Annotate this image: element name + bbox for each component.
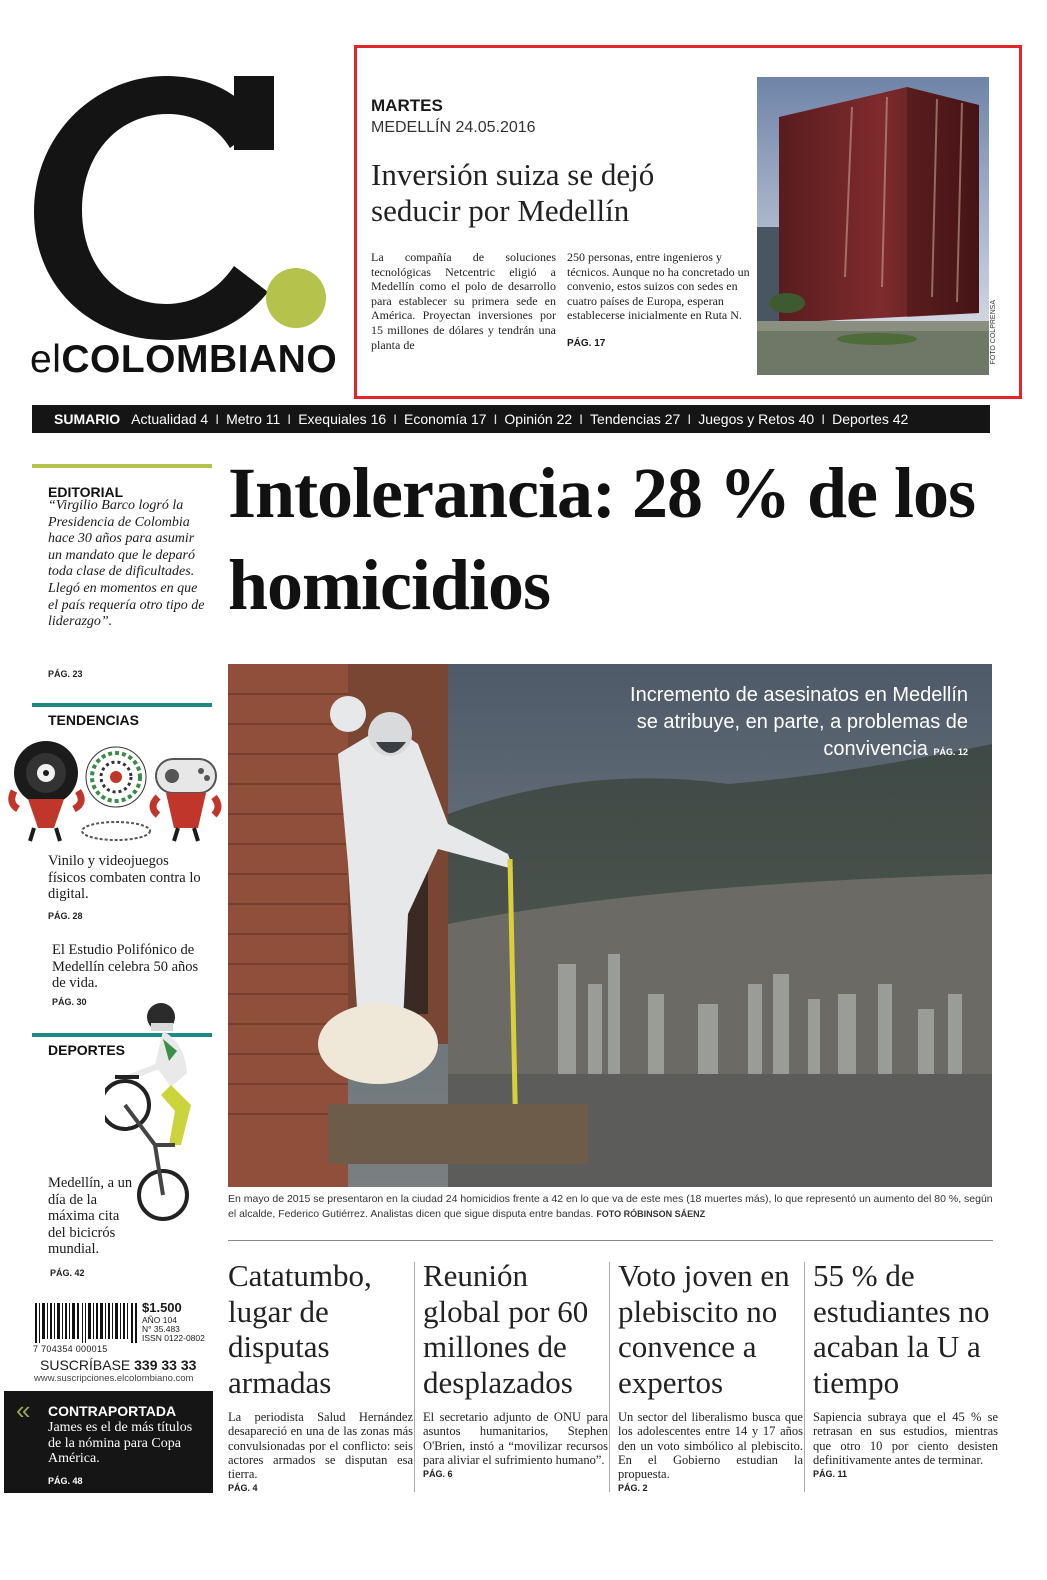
editorial-heading: EDITORIAL (48, 484, 124, 500)
column-divider (609, 1262, 610, 1492)
tendencias-teaser-1[interactable]: Vinilo y videojuegos físicos combaten contra lo digital. (48, 853, 201, 902)
contraportada-teaser[interactable]: James es el de más títulos de la nómina para Copa América. (48, 1420, 193, 1466)
featured-story-page-ref[interactable]: PÁG. 17 (567, 338, 606, 349)
featured-story-body-col1: La compañía de soluciones tecnológicas Netcentric eligió a Medellín como el polo de desarrollo para establecer su primera sede en América. Proyectan inversiones por 15 millones de dólares y tendrán una planta de (371, 250, 556, 352)
story-title[interactable]: Catatumbo, lugar de disputas armadas (228, 1258, 372, 1400)
section-divider (228, 1240, 993, 1241)
story-card[interactable] (618, 1258, 803, 1493)
tendencias-page-ref-2[interactable]: PÁG. 30 (52, 997, 87, 1007)
story-title[interactable]: Voto joven en plebiscito no convence a expertos (618, 1258, 790, 1400)
column-divider (414, 1262, 415, 1492)
story-body: Sapiencia subraya que el 45 % se retrasan en sus estudios, mientras que otro 10 por ciento desisten definitivamente antes de terminar. (813, 1410, 998, 1467)
sumario-item[interactable]: Opinión 22 (504, 411, 573, 427)
deportes-heading: DEPORTES (48, 1042, 126, 1058)
sumario-item[interactable]: Exequiales 16 (298, 411, 387, 427)
building-photo[interactable] (757, 77, 989, 375)
photo-overlay-text[interactable]: Incremento de asesinatos en Medellín se atribuye, en parte, a problemas de convivencia PÁG. 12 (630, 684, 968, 760)
barcode-icon (35, 1303, 137, 1343)
deportes-teaser[interactable]: Medellín, a un día de la máxima cita del bicicrós mundial. (48, 1175, 133, 1257)
story-page-ref[interactable]: PÁG. 2 (618, 1483, 648, 1494)
issue-info: AÑO 104 N° 35.483 ISSN 0122-0802 (142, 1315, 205, 1343)
edition-day: MARTES (371, 96, 443, 115)
story-body: El secretario adjunto de ONU para asuntos humanitarios, Stephen O'Brien, instó a “movilizar recursos para aliviar el sufrimiento humano”. (423, 1410, 608, 1467)
story-page-ref[interactable]: PÁG. 4 (228, 1483, 258, 1494)
story-card[interactable] (423, 1258, 608, 1479)
story-page-ref[interactable]: PÁG. 11 (813, 1469, 848, 1480)
double-chevron-left-icon: « (16, 1395, 31, 1425)
photo-credit: FOTO COLPRENSA (990, 300, 997, 365)
main-photo[interactable] (228, 664, 992, 1187)
photo-caption: En mayo de 2015 se presentaron en la ciudad 24 homicidios frente a 42 en lo que va de este mes (18 muertes más), lo que representó un aumento del 80 %, según el alcalde, Federico Gutiérrez. Analistas dicen que sigue disputa entre bandas. FOTO RÓBINSON SÁENZ (228, 1193, 993, 1220)
featured-story-body-col2: 250 personas, entre ingenieros y técnicos. Aunque no ha concretado un convenio, estos suizos con sedes en cuatro países de Europa, esperan establecerse inicialmente en Ruta N. (567, 250, 750, 323)
deportes-page-ref[interactable]: PÁG. 42 (50, 1268, 85, 1278)
tendencias-teaser-2[interactable]: El Estudio Polifónico de Medellín celebra 50 años de vida. (52, 942, 199, 991)
sumario-item[interactable]: Juegos y Retos 40 (698, 411, 815, 427)
editorial-quote[interactable]: “Virgilio Barco logró la Presidencia de Colombia hace 30 años para asumir un mandato que le deparó toda clase de dificultades. Llegó en momentos en que el país requería otro tipo de liderazgo”. (48, 498, 205, 630)
subscribe-line[interactable]: SUSCRÍBASE 339 33 33 (40, 1357, 197, 1373)
editorial-page-ref[interactable]: PÁG. 23 (48, 669, 83, 679)
cover-price: $1.500 (142, 1300, 182, 1315)
story-card[interactable] (813, 1258, 998, 1479)
contraportada-box[interactable] (4, 1391, 213, 1493)
vinyl-gamepad-illustration-icon (8, 733, 223, 848)
sumario-item[interactable]: Actualidad 4 (131, 411, 209, 427)
story-title[interactable]: 55 % de estudiantes no acaban la U a tiempo (813, 1258, 990, 1400)
sumario-item[interactable]: Metro 11 (226, 411, 281, 427)
editorial-rule (32, 464, 212, 468)
sumario-bar: SUMARIO Actualidad 4 I Metro 11 I Exequiales 16 I Economía 17 I Opinión 22 I Tendencias 27 I Juegos y Retos 40 I Deportes 42 (32, 405, 990, 433)
edition-date: MEDELLÍN 24.05.2016 (371, 119, 536, 136)
column-divider (804, 1262, 805, 1492)
sumario-label: SUMARIO (54, 411, 121, 427)
story-card[interactable] (228, 1258, 413, 1493)
sumario-item[interactable]: Tendencias 27 (590, 411, 681, 427)
contraportada-heading: CONTRAPORTADA (48, 1403, 177, 1419)
sumario-item[interactable]: Deportes 42 (832, 411, 909, 427)
featured-story-title[interactable]: Inversión suiza se dejó seducir por Medellín (371, 157, 655, 228)
sumario-item[interactable]: Economía 17 (404, 411, 487, 427)
main-headline[interactable]: Intolerancia: 28 % de los homicidios (228, 453, 975, 625)
story-body: Un sector del liberalismo busca que los adolescentes entre 14 y 17 años den un voto simbólico al plebiscito. En el Gobierno estudian la propuesta. (618, 1410, 803, 1482)
contraportada-page-ref[interactable]: PÁG. 48 (48, 1476, 83, 1486)
story-body: La periodista Salud Hernández desapareció en una de las zonas más convulsionadas por el conflicto: seis actores armados se disputan esa tierra. (228, 1410, 413, 1482)
story-page-ref[interactable]: PÁG. 6 (423, 1469, 453, 1480)
story-title[interactable]: Reunión global por 60 millones de desplazados (423, 1258, 589, 1400)
masthead-wordmark: elCOLOMBIANO (30, 338, 338, 381)
tendencias-heading: TENDENCIAS (48, 712, 140, 728)
subscribe-url[interactable]: www.suscripciones.elcolombiano.com (34, 1373, 194, 1384)
masthead-logo-icon (28, 40, 328, 340)
tendencias-rule (32, 703, 212, 707)
barcode-number: 7 704354 000015 (33, 1344, 108, 1354)
tendencias-page-ref-1[interactable]: PÁG. 28 (48, 911, 83, 921)
